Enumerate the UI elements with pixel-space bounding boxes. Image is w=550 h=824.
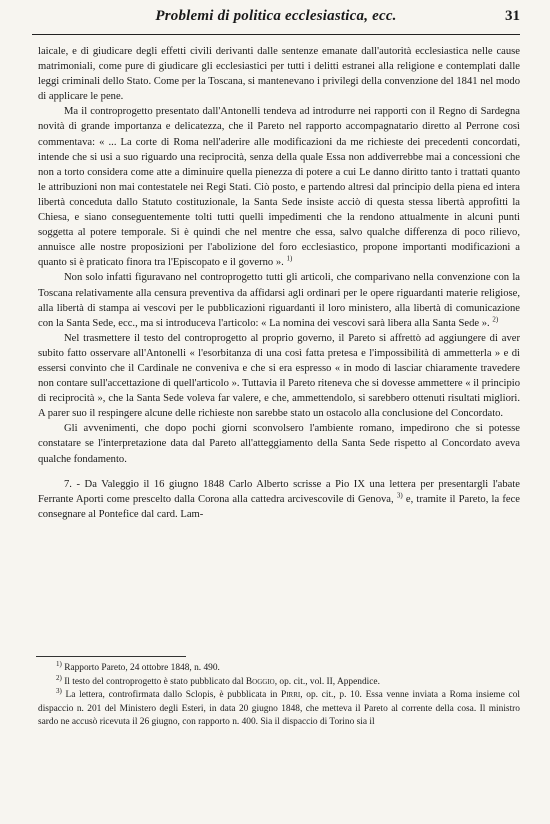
footnote: $^{3)}$ La lettera, controfirmata dallo Sclopis, è pubblicata in Pirri, op. cit., p. 10. Essa venne inviata a Roma insieme col dispaccio n. 201 del Ministero degli Esteri, in data 20 giugno 1848, che metteva il Pareto al corrente della cosa. Il ministro sardo ne accusò ricevuta il 26 giugno, con rapporto n. 400. Sia il dispaccio di Torino sia il: [38, 687, 521, 728]
footnote: [38, 659, 520, 676]
footnotes: [38, 659, 521, 730]
paragraph: Ma il controprogetto presentato dall'Antonelli tendeva ad introdurre nei rapporti con il Regno di Sardegna novità di grande importanza e delicatezza, che il Pareto nel rapporto accompagnatario diretto al Perrone così commentava: « ... La corte di Roma nell'aderire alle modificazioni da me richieste dei precedenti concordati, intende che si usi a suo riguardo una reciprocità, senza della quale Essa non addiverrebbe mai a concessioni che non a torto considera come atte a diminuire quella pienezza di potere a cui Le danno diritto tanto i trattati quanto le attribuzioni non mai contestatele nei Regi Stati. Ciò posto, e partendo altresì dal principio della piena ed intera libertà conceduta dallo Statuto costituzionale, la Santa Sede insiste acciò di questa stessa libertà approfitti la Chiesa, e siano conseguentemente tolti tutti quelli impedimenti che la rendono attualmente in alcuni punti soggetta al potere temporale. Si è quindi che nel mentre che essa, salvo qualche differenza di poco rilievo, annuisce alle nostre proposizioni per l'abolizione del foro ecclesiastico, propone importanti modificazioni a quanto si è praticato finora tra l'Episcopato e il governo ». $^{1)}$: [38, 106, 520, 269]
header-rule: [32, 34, 520, 35]
footnote-mark: 3): [56, 687, 62, 696]
footnote: $^{2)}$ Il testo del controprogetto è stato pubblicato dal Boggio, op. cit., vol. II, Appendice.: [56, 673, 380, 687]
footnote-ref: 1): [286, 254, 293, 263]
paragraph: Nel trasmettere il testo del controprogetto al proprio governo, il Pareto si affrettò ad aggiungere di aver subito fatto osservare all'Antonelli « l'esorbitanza di una così fatta pretesa e l'impossibilità di ammetterla » e di essersi convinto che il Cardinale ne conveniva e che si era espresso « in modo di lasciar chiaramente travedere non contare sull'accettazione di quell'articolo ». Tuttavia il Pareto riteneva che si dovesse ammettere « il principio di reciprocità », che la Santa Sede voleva far valere, e che, ammettendolo, si sarebbero ottenuti risultati migliori. A parer suo il respingere alcune delle richieste non sarebbe stato un ostacolo alla conclusione del Concordato.: [38, 332, 520, 420]
page-number: 31: [505, 8, 520, 24]
cited-author: Pirri: [281, 690, 301, 701]
footnote-text: Rapporto Pareto, 24 ottobre 1848, n. 490.: [64, 663, 220, 673]
footnote-mark: 1): [56, 659, 62, 668]
section-paragraph: 7. - Da Valeggio il 16 giugno 1848 Carlo Alberto scrisse a Pio IX una lettera per presentargli l'abate Ferrante Aporti come prescelto dalla Corona alla cattedra arcivescovile di Genova, $^{3)}$ e, tramite il Pareto, la fece consegnare al Pontefice dal card. Lam-: [38, 478, 521, 520]
running-title: Problemi di politica ecclesiastica, ecc.: [155, 8, 397, 24]
footnote-ref: 3): [396, 491, 403, 500]
main-text: [38, 44, 520, 522]
footnote-mark: 2): [56, 673, 62, 682]
paragraph: Gli avvenimenti, che dopo pochi giorni sconvolsero l'ambiente romano, impedirono che si potesse constatare se l'interpretazione data dal Pareto all'atteggiamento della Santa Sede rispetto al Concordato aveva qualche fondamento.: [38, 423, 520, 465]
footnote-rule: [36, 656, 186, 657]
footnote-ref: 2): [492, 315, 499, 324]
cited-author: Boggio: [245, 676, 275, 687]
paragraph: Non solo infatti figuravano nel controprogetto tutti gli articoli, che comparivano nella convenzione con la Toscana relativamente alla censura preventiva da affidarsi agli ordinari per le opere riguardanti materie religiose, alla libertà di stampa ai vescovi per le pubblicazioni riguardanti il loro ministero, alla libertà di comunicazione con la Santa Sede, ecc., ma si introduceva l'articolo: « La nomina dei vescovi sarà libera alla Santa Sede ». $^{2)}$: [38, 272, 520, 329]
running-head: [32, 6, 520, 34]
paragraph: laicale, e di giudicare degli effetti civili derivanti dalle sentenze emanate dall'autorità ecclesiastica nelle cause matrimoniali, come pure di giudicare gli ecclesiastici per tutti i delitti estranei alla religione e contemplati dalle leggi criminali dello Stato. Come per la Toscana, si mantenevano i privilegi della convenzione del 1841 nel modo di applicare le pene.: [38, 46, 520, 103]
